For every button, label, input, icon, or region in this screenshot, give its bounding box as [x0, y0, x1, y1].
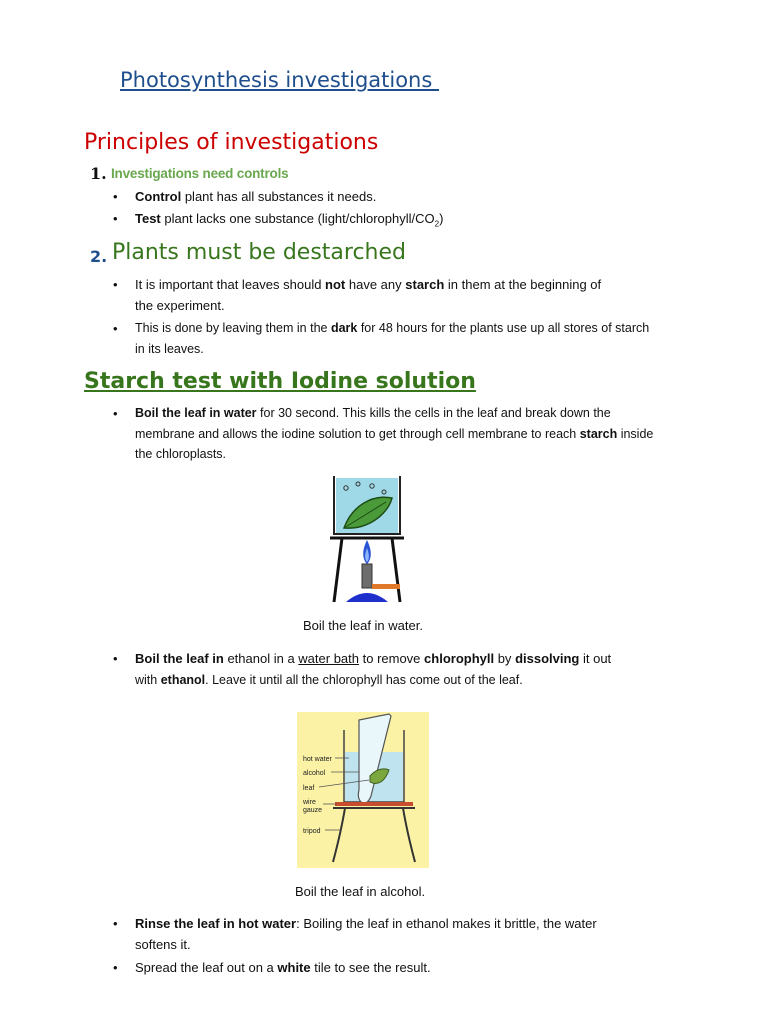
- step1-text: [135, 403, 653, 465]
- text-span: have any: [345, 277, 406, 292]
- bold-ethanol: ethanol: [160, 673, 206, 687]
- control-label: Control: [135, 189, 182, 204]
- gas-pipe: [372, 584, 400, 589]
- text-span: tile to see the result.: [310, 960, 431, 975]
- bold-white: white: [277, 960, 311, 975]
- bullet-marker: •: [113, 916, 118, 931]
- boil-in-alcohol-diagram: [297, 712, 429, 868]
- text-span: by: [494, 651, 516, 666]
- text-span: the experiment.: [135, 298, 225, 313]
- text-span: the chloroplasts.: [135, 447, 227, 461]
- caption-boil-alcohol: Boil the leaf in alcohol.: [295, 884, 426, 899]
- water-bath-underline: water bath: [298, 651, 359, 666]
- principles-heading: Principles of investigations: [84, 130, 379, 155]
- text-span: for 48 hours for the plants use up all stores of starch: [357, 321, 650, 335]
- bold-starch: starch: [579, 426, 618, 441]
- step1-bold: Boil the leaf in water: [135, 406, 257, 420]
- bold-chlorophyll: chlorophyll: [424, 651, 495, 666]
- item1-title: Investigations need controls: [111, 166, 289, 181]
- label-hot-water: hot water: [303, 756, 332, 763]
- test-bullet-text: [135, 208, 443, 235]
- text-span: It is important that leaves should: [135, 277, 326, 292]
- bold-dark: dark: [330, 321, 358, 335]
- text-span: to remove: [359, 651, 425, 666]
- caption-boil-water: Boil the leaf in water.: [303, 618, 423, 633]
- destarch-bullet-1: [135, 274, 695, 316]
- co2-subscript: 2: [434, 219, 440, 229]
- bullet-marker: •: [113, 189, 118, 204]
- text-span: in them at the beginning of: [444, 277, 602, 292]
- boil-in-water-diagram: [328, 474, 408, 606]
- label-gauze: gauze: [303, 807, 323, 814]
- text-span: softens it.: [135, 937, 191, 952]
- bold-not: not: [325, 277, 346, 292]
- text-span: inside: [617, 426, 654, 441]
- step2-text: [135, 648, 611, 691]
- test-desc: plant lacks one substance (light/chlorophyll/CO: [160, 211, 435, 226]
- bold-starch: starch: [405, 277, 445, 292]
- label-alcohol: alcohol: [303, 770, 326, 777]
- bullet-marker: •: [113, 651, 118, 666]
- text-span: . Leave it until all the chlorophyll has come out of the leaf.: [205, 673, 523, 687]
- text-span: for 30 second. This kills the cells in the leaf and break down the: [256, 406, 611, 420]
- text-span: it out: [579, 651, 612, 666]
- text-span: ethanol in a: [223, 651, 299, 666]
- starch-test-heading: Starch test with Iodine solution: [84, 369, 476, 394]
- text-span: This is done by leaving them in the: [135, 321, 331, 335]
- label-leaf: leaf: [303, 785, 315, 792]
- label-wire: wire: [303, 799, 316, 806]
- test-label: Test: [135, 211, 161, 226]
- text-span: Spread the leaf out on a: [135, 960, 278, 975]
- text-span: with: [135, 673, 161, 687]
- item2-number: 2.: [90, 247, 108, 266]
- text-span: membrane and allows the iodine solution to get through cell membrane to reach: [135, 426, 580, 441]
- step4-text: [135, 957, 431, 978]
- step2-bold: Boil the leaf in: [135, 651, 224, 666]
- burner-base: [346, 593, 388, 602]
- item1-number: 1.: [90, 164, 107, 183]
- text-span: : Boiling the leaf in ethanol makes it brittle, the water: [296, 916, 597, 931]
- bullet-marker: •: [113, 406, 118, 421]
- bullet-marker: •: [113, 960, 118, 975]
- bullet-marker: •: [113, 321, 118, 336]
- step3-text: [135, 913, 597, 955]
- wire-gauze: [335, 802, 413, 806]
- page-title: Photosynthesis investigations: [120, 68, 439, 92]
- destarch-bullet-2: [135, 318, 649, 360]
- control-bullet-text: [135, 186, 376, 207]
- label-tripod: tripod: [303, 828, 321, 835]
- tripod-leg: [334, 538, 342, 602]
- bold-dissolving: dissolving: [515, 651, 580, 666]
- text-span: in its leaves.: [135, 342, 204, 356]
- burner-tube: [362, 564, 372, 588]
- bullet-marker: •: [113, 277, 118, 292]
- bullet-marker: •: [113, 211, 118, 226]
- step3-bold: Rinse the leaf in hot water: [135, 916, 297, 931]
- control-desc: plant has all substances it needs.: [181, 189, 377, 204]
- test-desc-tail: ): [439, 211, 444, 226]
- item2-title: Plants must be destarched: [112, 240, 407, 265]
- tripod-leg: [392, 538, 400, 602]
